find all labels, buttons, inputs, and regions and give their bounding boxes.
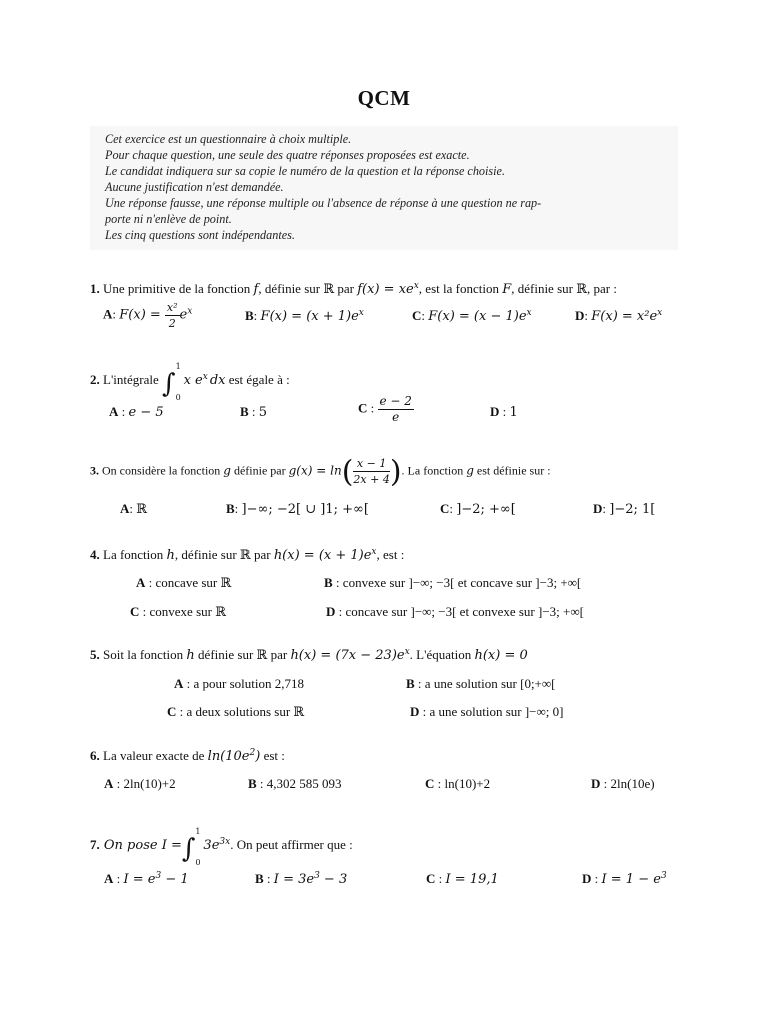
answer-a: A: ℝ [120, 501, 148, 517]
answer-d: D : 2ln(10e) [591, 776, 655, 791]
answer-a: A : a pour solution 2,718 [174, 676, 305, 691]
page-title: QCM [357, 86, 411, 110]
question-number: 4. [90, 547, 100, 562]
answer-b: B : $I = 3e^3 - 3$ [255, 871, 348, 887]
question-number: 5. [90, 647, 100, 662]
instruction-line: Pour chaque question, une seule des quatre réponses proposées est exacte. [105, 148, 470, 162]
answer-a: A : e − 5 [109, 404, 164, 420]
answer-d: D: $F(x) = x^2e^x$ [575, 308, 663, 324]
question-5: 5. Soit la fonction h définie sur ℝ par $h(x) = (7x - 23)e^x$. L'équation h(x) = 0 [90, 647, 528, 663]
question-7: 7. On pose I =∫ 1 0 $3e^{3x}$. On peut affirmer que : [90, 827, 353, 867]
answer-c: C : I = 19,1 [426, 871, 499, 887]
question-4: 4. La fonction h, définie sur ℝ par $h(x) = (x + 1)e^x$, est : [90, 547, 405, 563]
question-number: 1. [90, 281, 100, 296]
answer-b: B : 5 [240, 404, 268, 420]
answer-b: B : convexe sur ]−∞; −3[ et concave sur ]−3; +∞[ [324, 575, 582, 590]
instruction-line: Une réponse fausse, une réponse multiple ou l'absence de réponse à une question ne rap- [105, 196, 542, 210]
answer-b: B: $F(x) = (x + 1)e^x$ [245, 308, 364, 324]
answer-c: C : a deux solutions sur ℝ [167, 704, 305, 719]
answer-d: D : concave sur ]−∞; −3[ et convexe sur ]−3; +∞[ [326, 604, 584, 619]
answer-d: D: ]−2; 1[ [593, 501, 656, 517]
question-number: 2. [90, 372, 100, 387]
answer-c: C : convexe sur ℝ [130, 604, 227, 619]
question-1: 1. Une primitive de la fonction f, définie sur ℝ par $f(x) = xe^x$, est la fonction F, définie sur ℝ, par : [90, 281, 617, 297]
answer-a: A : 2ln(10)+2 [104, 776, 176, 791]
question-number: 6. [90, 748, 100, 763]
answer-a: A : $I = e^3 - 1$ [104, 871, 189, 887]
question-number: 7. [90, 837, 100, 852]
answer-c: C: ]−2; +∞[ [440, 501, 516, 517]
answer-d: D : $I = 1 - e^3$ [582, 871, 667, 887]
instruction-line: Les cinq questions sont indépendantes. [105, 228, 295, 242]
instruction-line: porte ni n'enlève de point. [105, 212, 232, 226]
answer-c: C: $F(x) = (x - 1)e^x$ [412, 308, 532, 324]
answer-d: D : a une solution sur ]−∞; 0] [410, 704, 564, 719]
instruction-line: Le candidat indiquera sur sa copie le numéro de la question et la réponse choisie. [105, 164, 505, 178]
integral-sign: ∫ [162, 369, 176, 399]
answer-d: D : 1 [490, 404, 518, 420]
answer-a: A: F(x) = $\frac{\text{x²}}{2}$ $e^x$ [103, 301, 193, 330]
answer-b: B : a une solution sur [0;+∞[ [406, 676, 556, 691]
answer-a: A : concave sur ℝ [136, 575, 232, 590]
question-3: 3. On considère la fonction g définie par g(x) = ln( $\frac{x - 1}{2x + 4}$ ). La fonction g est définie sur : [90, 454, 551, 490]
instruction-line: Cet exercice est un questionnaire à choix multiple. [105, 132, 352, 146]
answer-b: B: ]−∞; −2[ ∪ ]1; +∞[ [226, 501, 369, 517]
instructions-box [90, 126, 678, 250]
question-2: 2. L'intégrale ∫ 1 0 x $e^x$ dx est égale à : [90, 362, 290, 402]
answer-c: C : $\frac{e - 2}{e}$ [358, 394, 412, 424]
question-6: 6. La valeur exacte de $\ln(10e^2)$ est : [90, 748, 285, 764]
integral-sign: ∫ [181, 834, 196, 864]
question-number: 3. [90, 463, 99, 478]
instruction-line: Aucune justification n'est demandée. [105, 180, 284, 194]
answer-b: B : 4,302 585 093 [248, 776, 342, 791]
answer-c: C : ln(10)+2 [425, 776, 491, 791]
